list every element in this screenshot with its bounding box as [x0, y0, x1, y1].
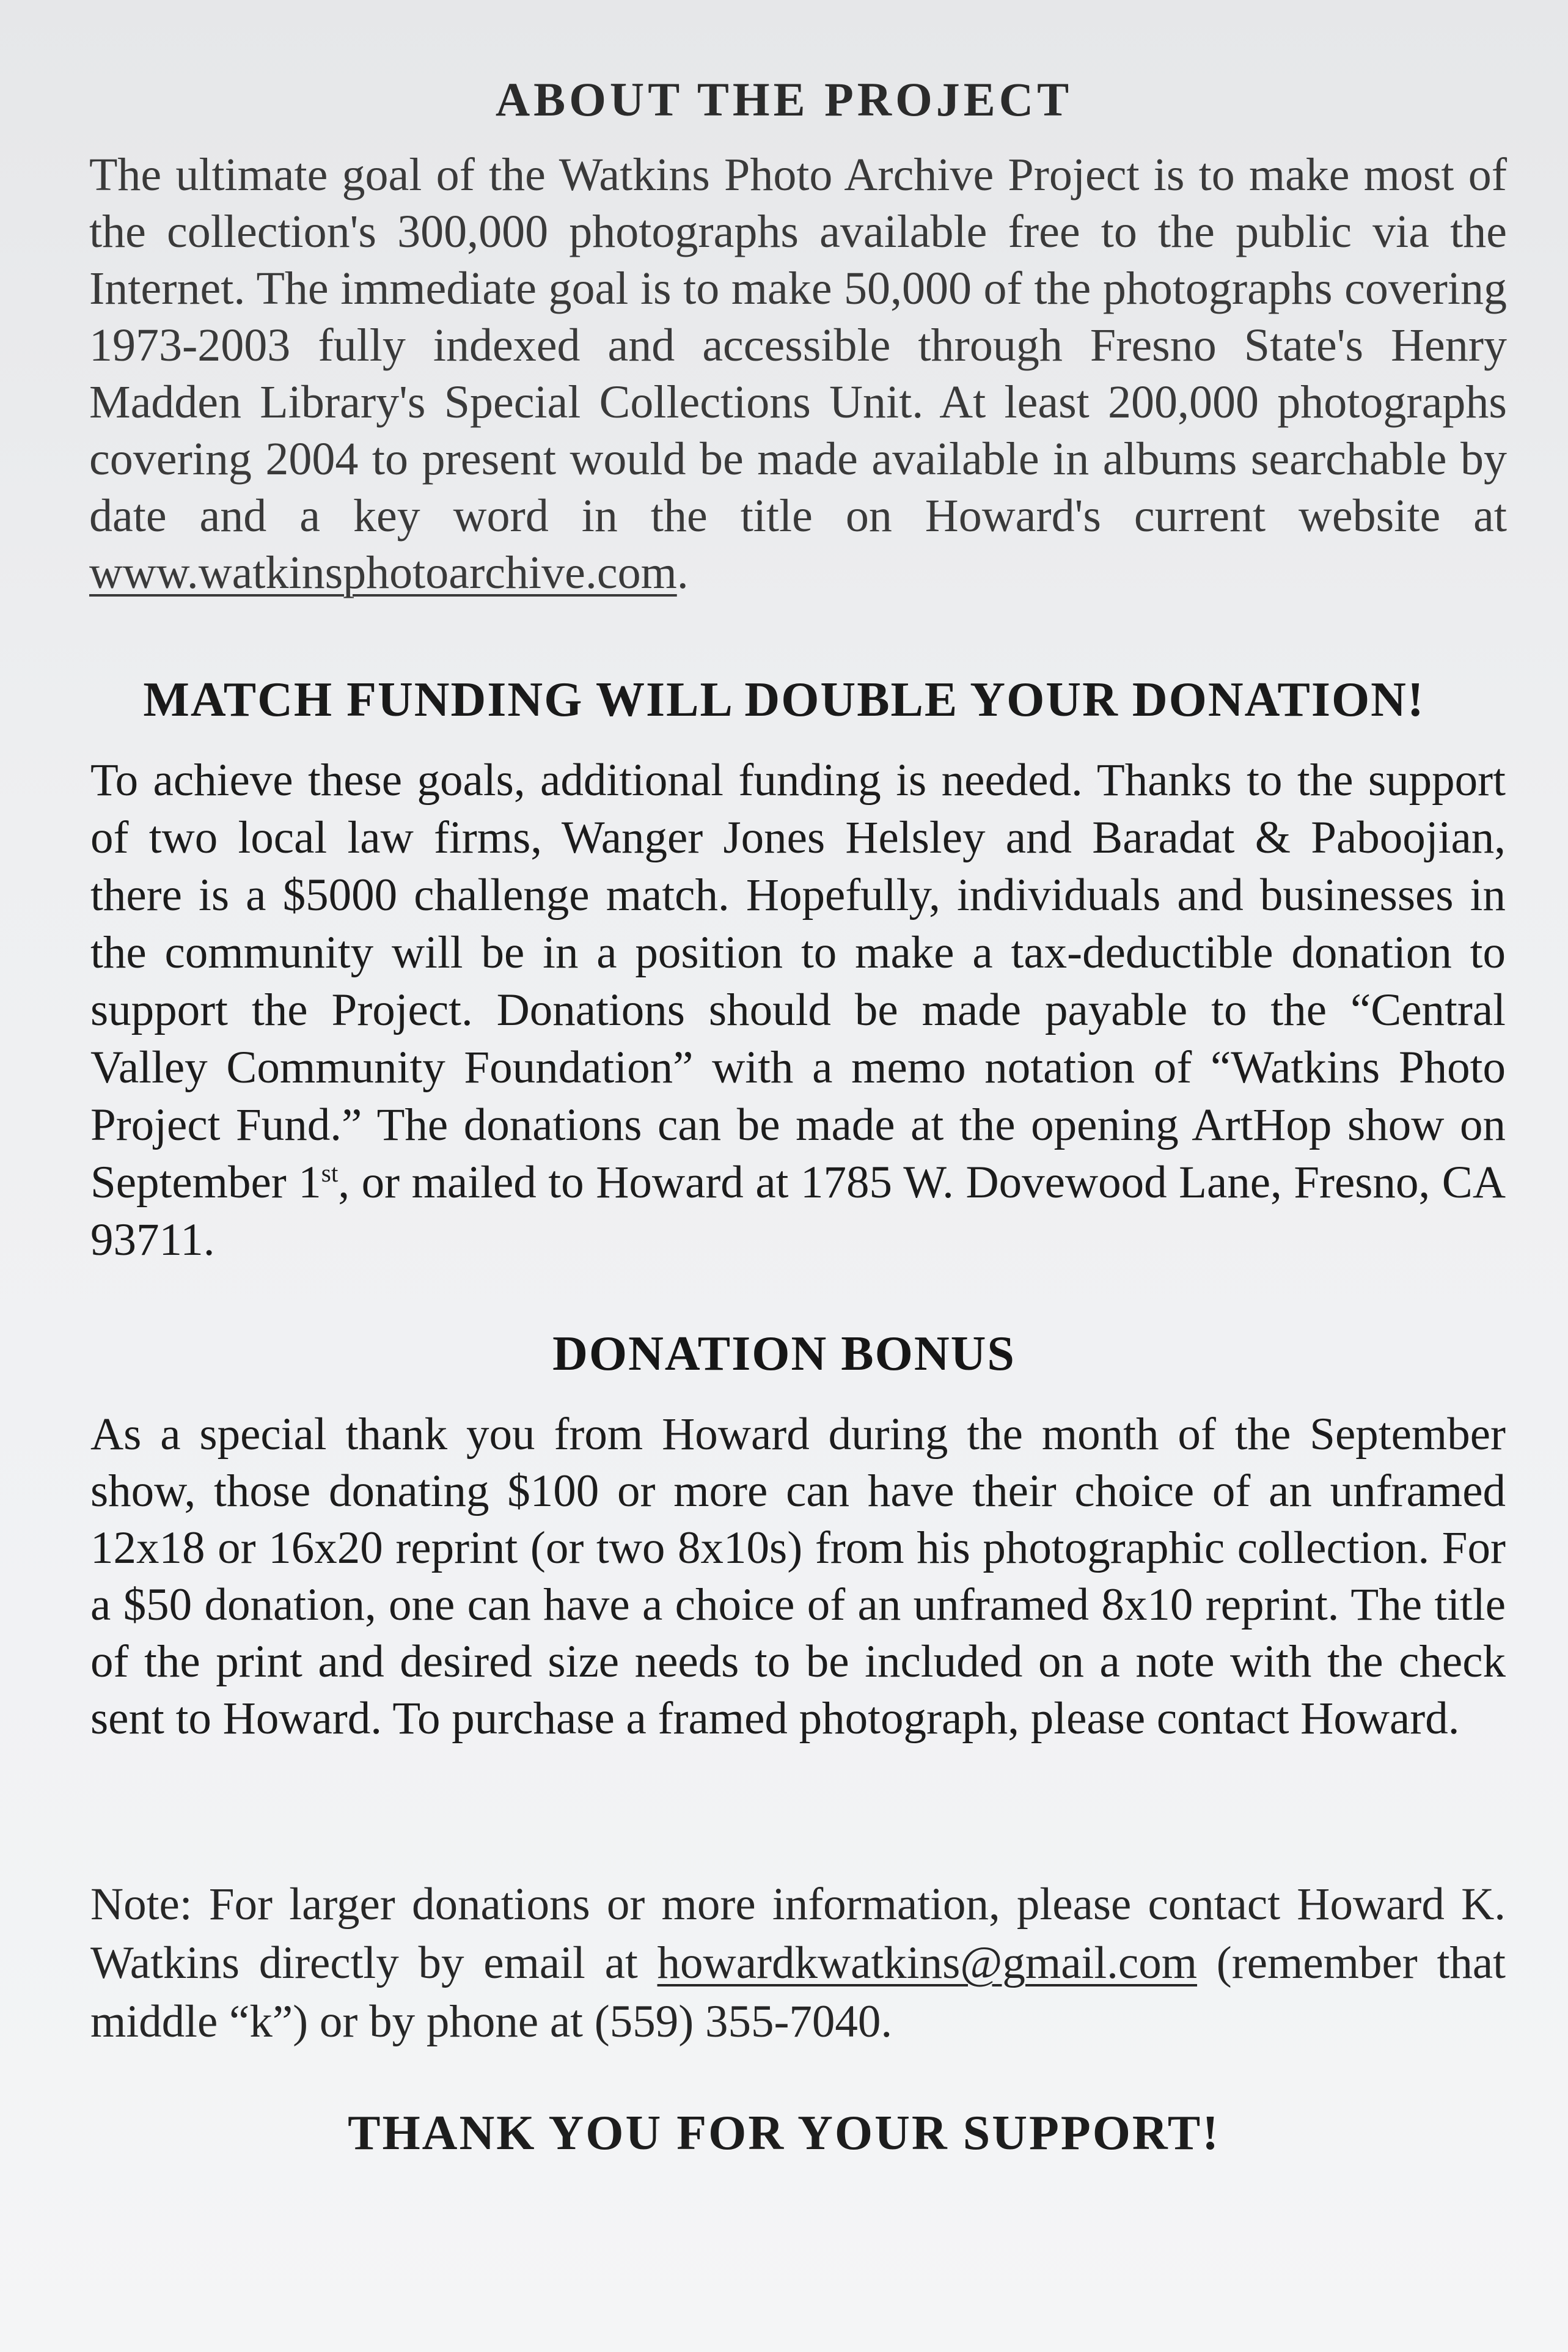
note-text: Note: For larger donations or more information, please contact Howard K. Watkins directly by email at — [90, 1879, 1506, 1988]
about-paragraph — [89, 147, 1507, 601]
bonus-paragraph: As a special thank you from Howard during the month of the September show, those donating $100 or more can have their choice of an unframed 12x18 or 16x20 reprint (or two 8x10s) from his photographic collection. For a $50 donation, one can have a choice of an unframed 8x10 reprint. The title of the print and desired size needs to be included on a note with the check sent to Howard. To purchase a framed photograph, please contact Howard. — [90, 1409, 1506, 1744]
match-text-end: , or mailed to Howard at 1785 W. Dovewood Lane, Fresno, CA 93711. — [90, 1157, 1506, 1265]
about-text-end: . — [676, 547, 689, 598]
match-paragraph — [90, 752, 1506, 1269]
website-link[interactable]: www.watkinsphotoarchive.com — [89, 547, 677, 598]
date-superscript: st — [321, 1159, 339, 1187]
match-text: To achieve these goals, additional funding is needed. Thanks to the support of two local law firms, Wanger Jones Helsley and Baradat & Paboojian, there is a $5000 challenge match. Hopefully, individuals and businesses in the community will be in a position to make a tax-deductible donation to support the Project. Donations should be made payable to the “Central Valley Community Foundation” with a memo notation of “Watkins Photo Project Fund.” The donations can be made at the opening ArtHop show on September 1 — [90, 755, 1506, 1208]
note-paragraph — [90, 1875, 1506, 2051]
note-text-end: (remember that middle “k”) or by phone at (559) 355-7040. — [90, 1938, 1506, 2047]
about-heading: ABOUT THE PROJECT — [495, 73, 1073, 126]
about-text: The ultimate goal of the Watkins Photo Archive Project is to make most of the collection's 300,000 photographs available free to the public via the Internet. The immediate goal is to make 50,000 of the photographs covering 1973-2003 fully indexed and accessible through Fresno State's Henry Madden Library's Special Collections Unit. At least 200,000 photographs covering 2004 to present would be made available in albums searchable by date and a key word in the title on Howard's current website at — [89, 149, 1507, 542]
email-link[interactable]: howardkwatkins@gmail.com — [657, 1938, 1198, 1988]
match-heading: MATCH FUNDING WILL DOUBLE YOUR DONATION! — [143, 673, 1425, 727]
bonus-heading: DONATION BONUS — [552, 1327, 1016, 1381]
thank-you-heading: THANK YOU FOR YOUR SUPPORT! — [348, 2106, 1220, 2160]
